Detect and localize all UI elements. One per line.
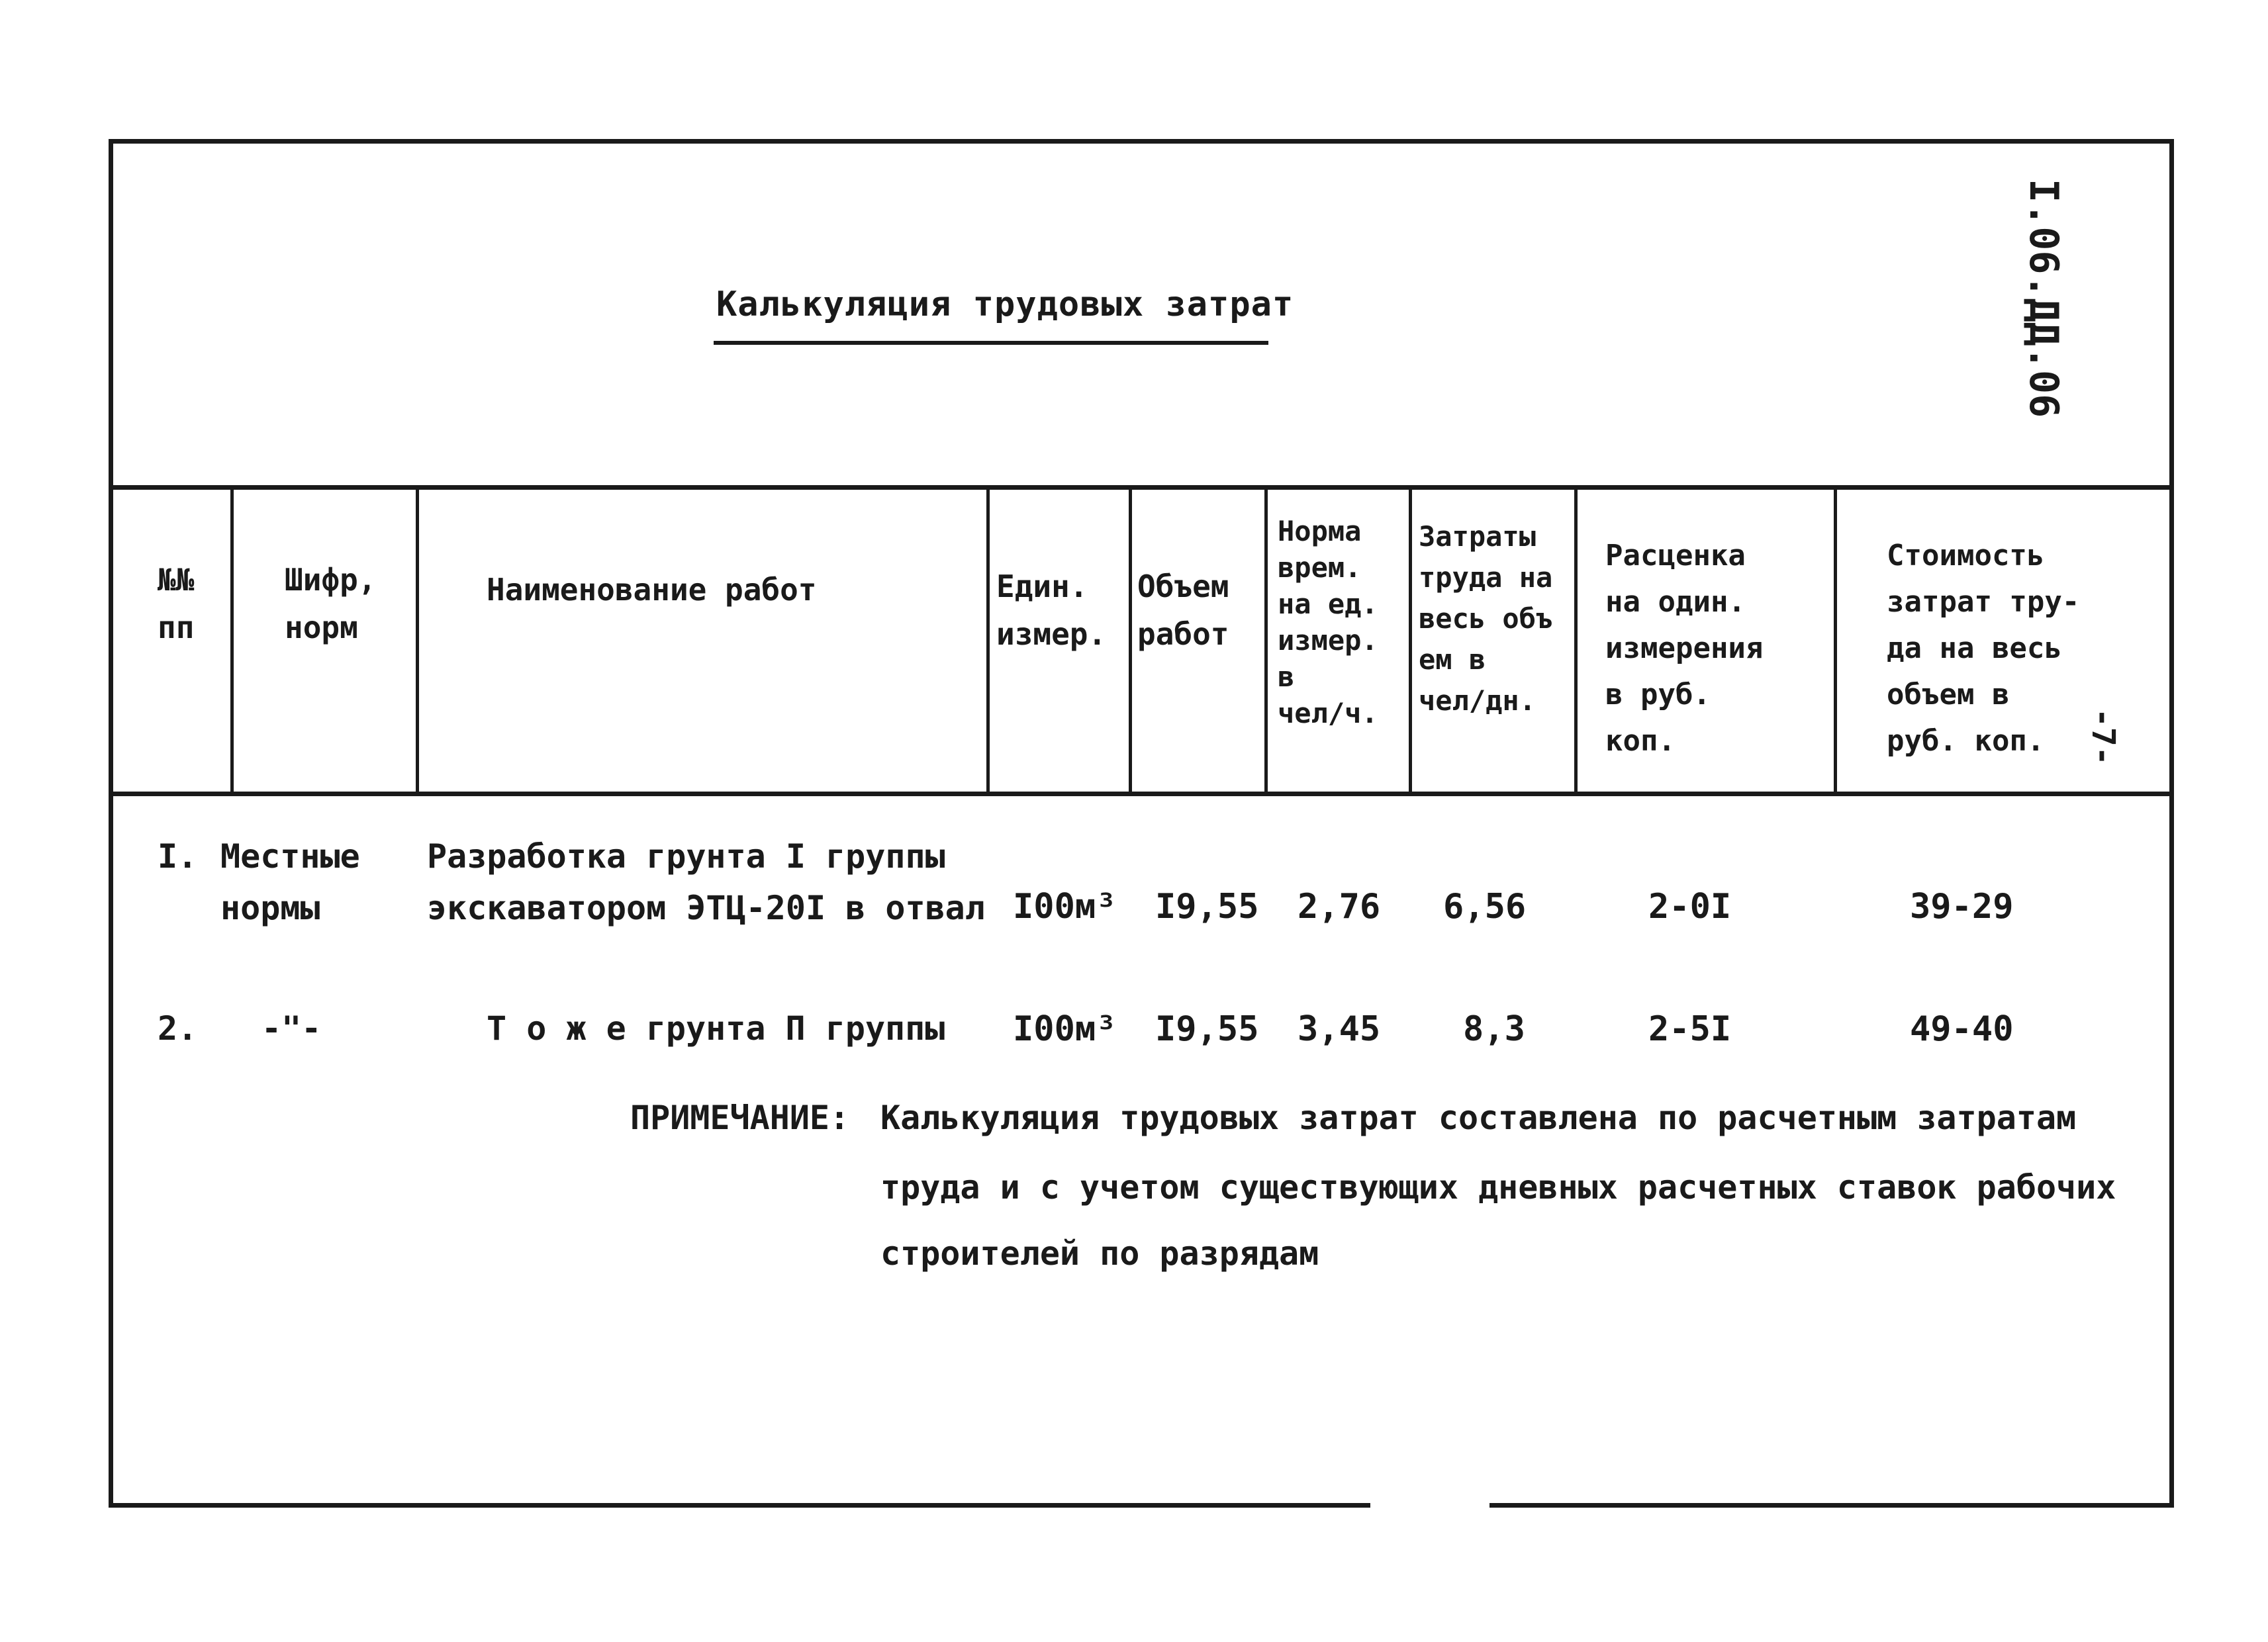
column-divider [1264,488,1268,794]
row-1-labor-cost: 6,56 [1443,887,1527,927]
title-underline [714,341,1268,345]
note-line-3: строителей по разрядам [880,1234,1319,1273]
column-divider [1129,488,1132,794]
row-2-unit: I00м³ [1013,1009,1117,1049]
row-2-time-norm: 3,45 [1298,1009,1381,1049]
document-code: I.06.ДД.06 [2020,179,2067,418]
row-1-number: I. [158,837,198,876]
document-title: Калькуляция трудовых затрат [716,285,1294,324]
table-top-rule [111,485,2171,490]
header-rate: Расценка на один. измерения в руб. коп. [1605,539,1764,758]
header-volume: Объем работ [1137,569,1229,652]
note-line-2: труда и с учетом существующих дневных расчетных ставок рабочих [880,1168,2116,1207]
row-2-total-cost: 49-40 [1910,1009,2014,1049]
column-divider [416,488,419,794]
frame-gap [1370,1500,1489,1510]
row-2-rate: 2-5I [1648,1009,1732,1049]
header-number: №№ пп [158,562,195,645]
header-time-norm: Норма врем. на ед. измер. в чел/ч. [1278,515,1378,729]
row-1-rate: 2-0I [1648,887,1732,927]
row-2-volume: I9,55 [1155,1009,1259,1049]
row-2-code: -"- [261,1009,322,1048]
row-1-volume: I9,55 [1155,887,1259,927]
header-work-name: Наименование работ [487,572,817,608]
header-code: Шифр, норм [285,562,377,645]
row-1-unit: I00м³ [1013,887,1117,927]
note-label: ПРИМЕЧАНИЕ: [630,1099,850,1137]
column-divider [230,488,234,794]
row-1-work-name: Разработка грунта I группы экскаватором ЭТЦ-20I в отвал [427,837,985,927]
header-unit: Един. измер. [996,569,1107,652]
row-2-work-name: Т о ж е грунта П группы [487,1009,945,1048]
row-1-code: Местные нормы [220,837,360,927]
row-1-time-norm: 2,76 [1298,887,1381,927]
column-divider [1409,488,1412,794]
row-2-number: 2. [158,1009,198,1048]
table-header-bottom-rule [111,792,2171,796]
page-number: -7- [2085,708,2122,766]
header-labor-cost: Затраты труда на весь объ ем в чел/дн. [1419,520,1553,717]
column-divider [1574,488,1578,794]
row-1-total-cost: 39-29 [1910,887,2014,927]
note-line-1: Калькуляция трудовых затрат составлена по расчетным затратам [880,1099,2077,1137]
column-divider [1834,488,1837,794]
row-2-labor-cost: 8,3 [1463,1009,1525,1049]
header-total-cost: Стоимость затрат тру- да на весь объем в руб. коп. [1887,539,2080,758]
column-divider [986,488,990,794]
